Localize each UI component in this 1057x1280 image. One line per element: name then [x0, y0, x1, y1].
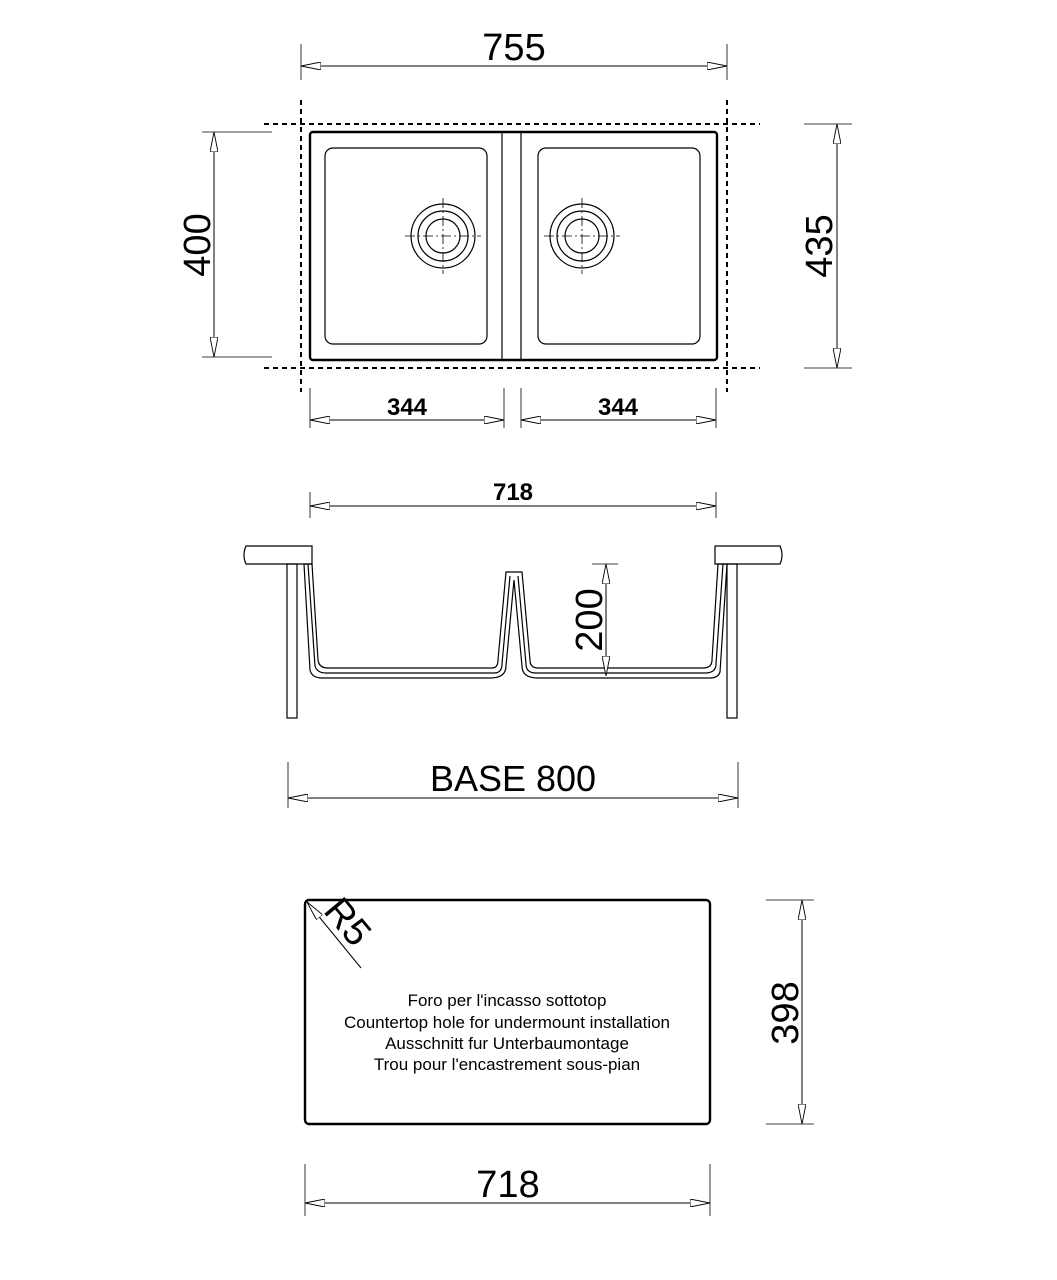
dimension-400-label: 400	[177, 213, 219, 277]
dimension-200-label: 200	[569, 588, 611, 652]
countertop-left	[244, 546, 312, 564]
sink-outer-rim	[310, 132, 717, 360]
note-line-german: Ausschnitt fur Unterbaumontage	[385, 1034, 629, 1053]
dimension-base	[288, 758, 738, 808]
radius-r5-label: R5	[315, 890, 379, 955]
dimension-bowl-height	[569, 564, 618, 676]
left-bowl	[325, 148, 487, 344]
cabinet-side-left	[287, 564, 297, 718]
dimension-cutout-height	[765, 900, 814, 1124]
countertop-right	[715, 546, 782, 564]
dimension-435-label: 435	[799, 214, 841, 278]
sink-profile	[304, 564, 727, 678]
left-drain-icon	[405, 198, 481, 274]
right-drain-icon	[544, 198, 620, 274]
dimension-344-right-label: 344	[597, 394, 639, 421]
dimension-section-width	[310, 479, 716, 518]
note-line-english: Countertop hole for undermount installation	[343, 1013, 671, 1032]
dimension-718-section-label: 718	[492, 479, 534, 506]
dimension-cutout-width	[305, 1164, 710, 1216]
cabinet-side-right	[727, 564, 737, 718]
note-line-italian: Foro per l'incasso sottotop	[407, 991, 607, 1010]
dimension-overall-depth	[799, 124, 852, 368]
note-line-french: Trou pour l'encastrement sous-pian	[373, 1055, 641, 1074]
right-bowl	[538, 148, 700, 344]
sink-inner-wall-right	[518, 564, 723, 673]
dimension-overall-width	[301, 27, 727, 80]
dimension-398-label: 398	[765, 981, 807, 1045]
dimension-755-label: 755	[482, 27, 546, 69]
radius-callout	[307, 890, 379, 968]
sink-inner-wall-left	[308, 564, 510, 673]
dimension-bowl-depth	[177, 132, 272, 357]
dimension-right-bowl-width	[521, 388, 716, 428]
dimension-344-left-label: 344	[386, 394, 428, 421]
cutout-dashed-outline	[264, 100, 760, 392]
base-800-label: BASE 800	[429, 758, 597, 799]
cutout-template	[305, 890, 814, 1216]
dimension-left-bowl-width	[310, 388, 504, 428]
top-view	[177, 27, 852, 428]
dimension-718-cutout-label: 718	[476, 1164, 540, 1206]
cutout-note	[344, 991, 670, 1074]
section-view	[244, 479, 782, 808]
